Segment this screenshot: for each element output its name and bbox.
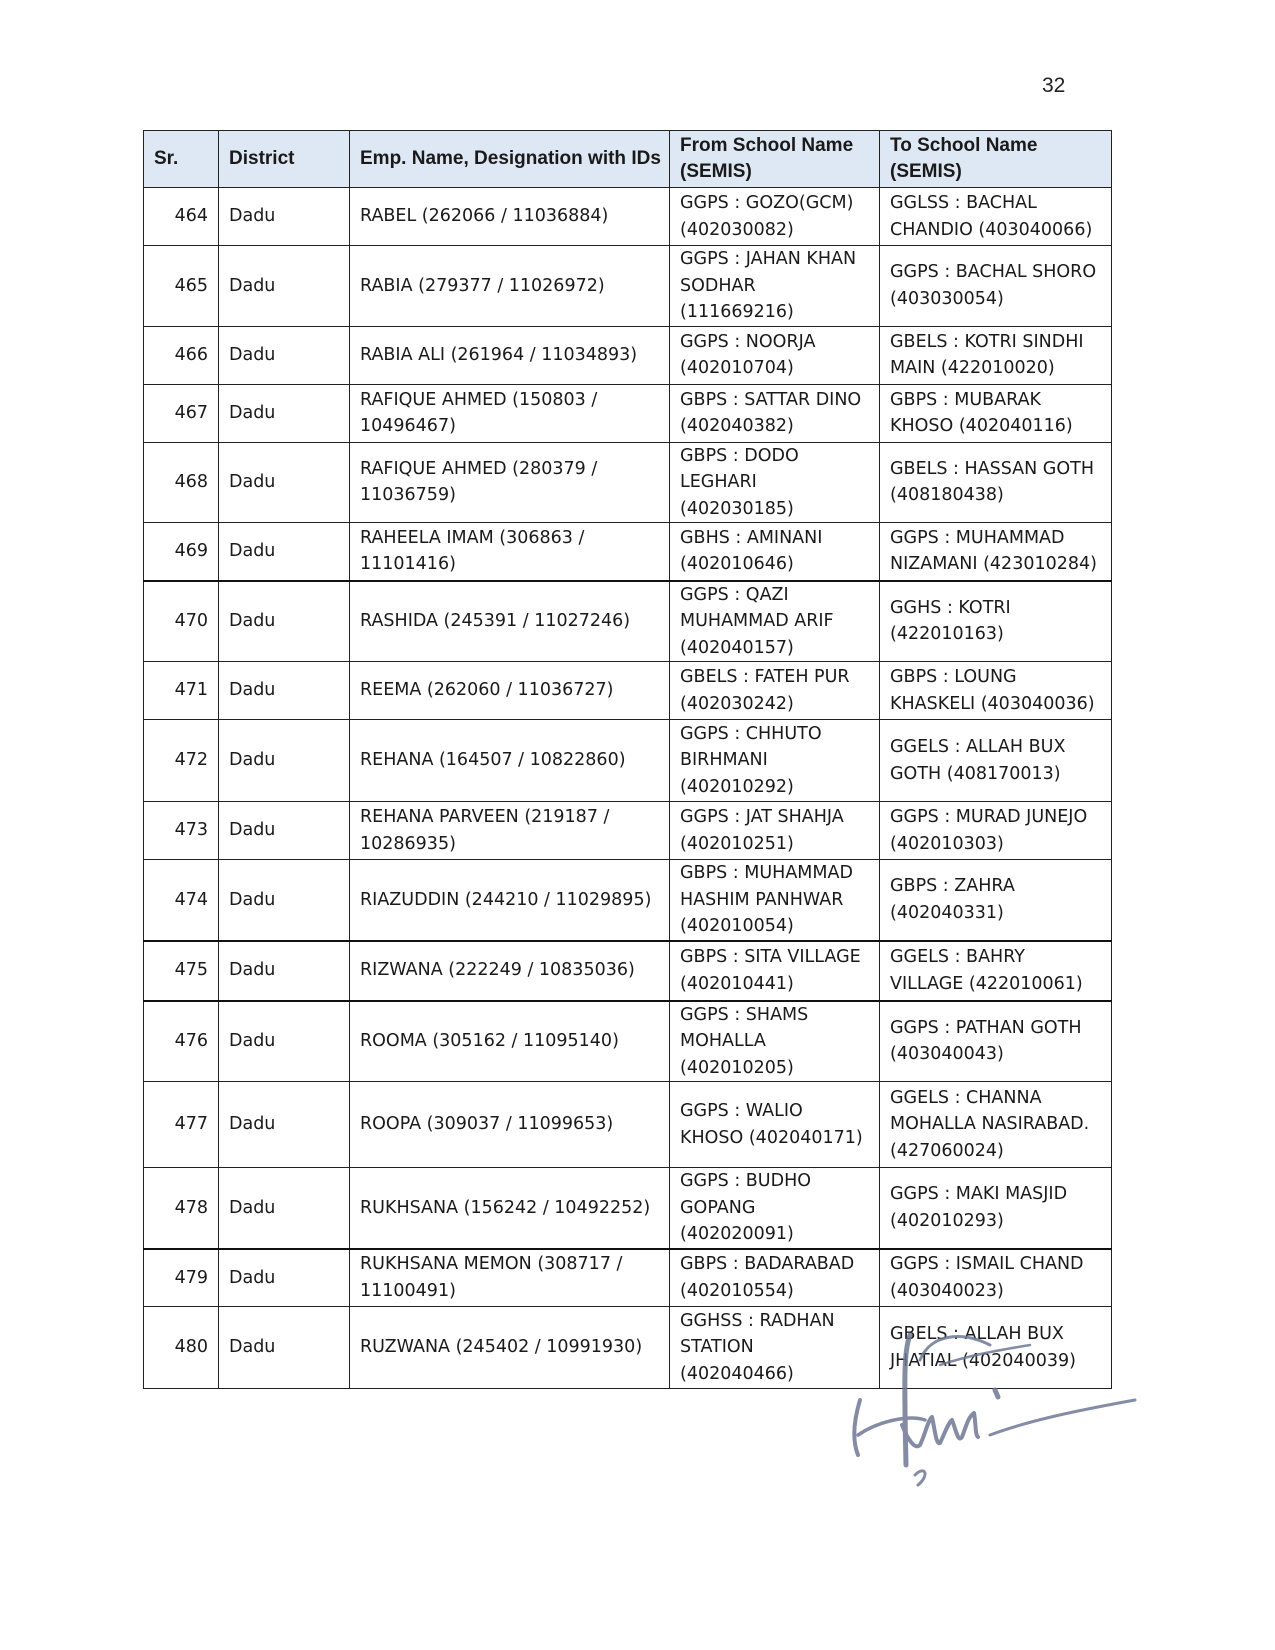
- table-row: [144, 326, 1112, 384]
- cell-employee: RAHEELA IMAM (306863 / 11101416): [350, 523, 670, 581]
- header-to-school: To School Name (SEMIS): [880, 131, 1112, 188]
- cell-from-school: GGPS : JAT SHAHJA (402010251): [670, 802, 880, 860]
- cell-sr: 466: [144, 326, 219, 384]
- cell-district: Dadu: [219, 384, 350, 442]
- cell-to-school: GGPS : MURAD JUNEJO (402010303): [880, 802, 1112, 860]
- header-from-school: From School Name (SEMIS): [670, 131, 880, 188]
- cell-district: Dadu: [219, 442, 350, 523]
- cell-to-school: GGELS : CHANNA MOHALLA NASIRABAD. (427060024): [880, 1082, 1112, 1168]
- cell-to-school: GGPS : BACHAL SHORO (403030054): [880, 246, 1112, 327]
- table-row: [144, 581, 1112, 662]
- cell-district: Dadu: [219, 860, 350, 941]
- cell-to-school: GGPS : MUHAMMAD NIZAMANI (423010284): [880, 523, 1112, 581]
- cell-employee: RABIA (279377 / 11026972): [350, 246, 670, 327]
- cell-from-school: GGPS : SHAMS MOHALLA (402010205): [670, 1001, 880, 1082]
- cell-district: Dadu: [219, 581, 350, 662]
- cell-district: Dadu: [219, 662, 350, 720]
- table-row: [144, 1249, 1112, 1307]
- table-row: [144, 523, 1112, 581]
- cell-district: Dadu: [219, 941, 350, 1001]
- cell-to-school: GGPS : MAKI MASJID (402010293): [880, 1168, 1112, 1249]
- cell-to-school: GBELS : ALLAH BUX JHATIAL (402040039): [880, 1307, 1112, 1389]
- cell-employee: RAFIQUE AHMED (280379 / 11036759): [350, 442, 670, 523]
- table-row: [144, 1082, 1112, 1168]
- cell-sr: 469: [144, 523, 219, 581]
- table-row: [144, 802, 1112, 860]
- cell-from-school: GBPS : SITA VILLAGE (402010441): [670, 941, 880, 1001]
- signature: [840, 1325, 1140, 1505]
- cell-sr: 470: [144, 581, 219, 662]
- cell-to-school: GGLSS : BACHAL CHANDIO (403040066): [880, 188, 1112, 246]
- table-row: [144, 442, 1112, 523]
- table-row: [144, 860, 1112, 941]
- cell-sr: 474: [144, 860, 219, 941]
- cell-sr: 477: [144, 1082, 219, 1168]
- cell-district: Dadu: [219, 1307, 350, 1389]
- cell-from-school: GGPS : BUDHO GOPANG (402020091): [670, 1168, 880, 1249]
- cell-employee: RASHIDA (245391 / 11027246): [350, 581, 670, 662]
- cell-from-school: GBPS : SATTAR DINO (402040382): [670, 384, 880, 442]
- table-header-row: [144, 131, 1112, 188]
- cell-from-school: GBPS : MUHAMMAD HASHIM PANHWAR (402010054): [670, 860, 880, 941]
- cell-district: Dadu: [219, 188, 350, 246]
- table-row: [144, 1001, 1112, 1082]
- cell-sr: 467: [144, 384, 219, 442]
- page-number: 32: [1042, 74, 1066, 97]
- cell-to-school: GGELS : ALLAH BUX GOTH (408170013): [880, 720, 1112, 802]
- cell-to-school: GBELS : HASSAN GOTH (408180438): [880, 442, 1112, 523]
- cell-employee: RUKHSANA (156242 / 10492252): [350, 1168, 670, 1249]
- table-row: [144, 720, 1112, 802]
- cell-from-school: GBPS : BADARABAD (402010554): [670, 1249, 880, 1307]
- cell-district: Dadu: [219, 1168, 350, 1249]
- cell-from-school: GGHSS : RADHAN STATION (402040466): [670, 1307, 880, 1389]
- table-row: [144, 384, 1112, 442]
- cell-sr: 473: [144, 802, 219, 860]
- cell-to-school: GGHS : KOTRI (422010163): [880, 581, 1112, 662]
- table-row: [144, 941, 1112, 1001]
- cell-sr: 478: [144, 1168, 219, 1249]
- cell-employee: RAFIQUE AHMED (150803 / 10496467): [350, 384, 670, 442]
- cell-employee: REHANA PARVEEN (219187 / 10286935): [350, 802, 670, 860]
- cell-sr: 480: [144, 1307, 219, 1389]
- table-row: [144, 1168, 1112, 1249]
- cell-employee: RABEL (262066 / 11036884): [350, 188, 670, 246]
- cell-employee: REEMA (262060 / 11036727): [350, 662, 670, 720]
- cell-district: Dadu: [219, 326, 350, 384]
- cell-employee: RUKHSANA MEMON (308717 / 11100491): [350, 1249, 670, 1307]
- cell-to-school: GBPS : ZAHRA (402040331): [880, 860, 1112, 941]
- header-sr: Sr.: [144, 131, 219, 188]
- header-district: District: [219, 131, 350, 188]
- cell-from-school: GGPS : NOORJA (402010704): [670, 326, 880, 384]
- cell-employee: ROOMA (305162 / 11095140): [350, 1001, 670, 1082]
- cell-to-school: GBPS : LOUNG KHASKELI (403040036): [880, 662, 1112, 720]
- cell-sr: 475: [144, 941, 219, 1001]
- cell-district: Dadu: [219, 1001, 350, 1082]
- header-employee: Emp. Name, Designation with IDs: [350, 131, 670, 188]
- cell-employee: REHANA (164507 / 10822860): [350, 720, 670, 802]
- table-row: [144, 188, 1112, 246]
- cell-to-school: GGPS : PATHAN GOTH (403040043): [880, 1001, 1112, 1082]
- cell-from-school: GGPS : WALIO KHOSO (402040171): [670, 1082, 880, 1168]
- cell-employee: RIAZUDDIN (244210 / 11029895): [350, 860, 670, 941]
- cell-from-school: GGPS : CHHUTO BIRHMANI (402010292): [670, 720, 880, 802]
- cell-district: Dadu: [219, 246, 350, 327]
- cell-from-school: GGPS : GOZO(GCM) (402030082): [670, 188, 880, 246]
- cell-from-school: GBELS : FATEH PUR (402030242): [670, 662, 880, 720]
- cell-employee: RABIA ALI (261964 / 11034893): [350, 326, 670, 384]
- table-row: [144, 662, 1112, 720]
- cell-employee: RIZWANA (222249 / 10835036): [350, 941, 670, 1001]
- cell-sr: 476: [144, 1001, 219, 1082]
- cell-sr: 464: [144, 188, 219, 246]
- transfer-table: [143, 130, 1112, 1389]
- cell-to-school: GGPS : ISMAIL CHAND (403040023): [880, 1249, 1112, 1307]
- cell-employee: RUZWANA (245402 / 10991930): [350, 1307, 670, 1389]
- cell-district: Dadu: [219, 720, 350, 802]
- cell-district: Dadu: [219, 523, 350, 581]
- cell-from-school: GBPS : DODO LEGHARI (402030185): [670, 442, 880, 523]
- table-body: [144, 188, 1112, 1389]
- cell-employee: ROOPA (309037 / 11099653): [350, 1082, 670, 1168]
- cell-to-school: GBPS : MUBARAK KHOSO (402040116): [880, 384, 1112, 442]
- cell-sr: 465: [144, 246, 219, 327]
- cell-sr: 471: [144, 662, 219, 720]
- cell-sr: 472: [144, 720, 219, 802]
- cell-from-school: GGPS : QAZI MUHAMMAD ARIF (402040157): [670, 581, 880, 662]
- cell-from-school: GBHS : AMINANI (402010646): [670, 523, 880, 581]
- cell-to-school: GGELS : BAHRY VILLAGE (422010061): [880, 941, 1112, 1001]
- cell-sr: 479: [144, 1249, 219, 1307]
- cell-district: Dadu: [219, 1249, 350, 1307]
- cell-sr: 468: [144, 442, 219, 523]
- cell-district: Dadu: [219, 1082, 350, 1168]
- cell-to-school: GBELS : KOTRI SINDHI MAIN (422010020): [880, 326, 1112, 384]
- cell-district: Dadu: [219, 802, 350, 860]
- cell-from-school: GGPS : JAHAN KHAN SODHAR (111669216): [670, 246, 880, 327]
- table-row: [144, 246, 1112, 327]
